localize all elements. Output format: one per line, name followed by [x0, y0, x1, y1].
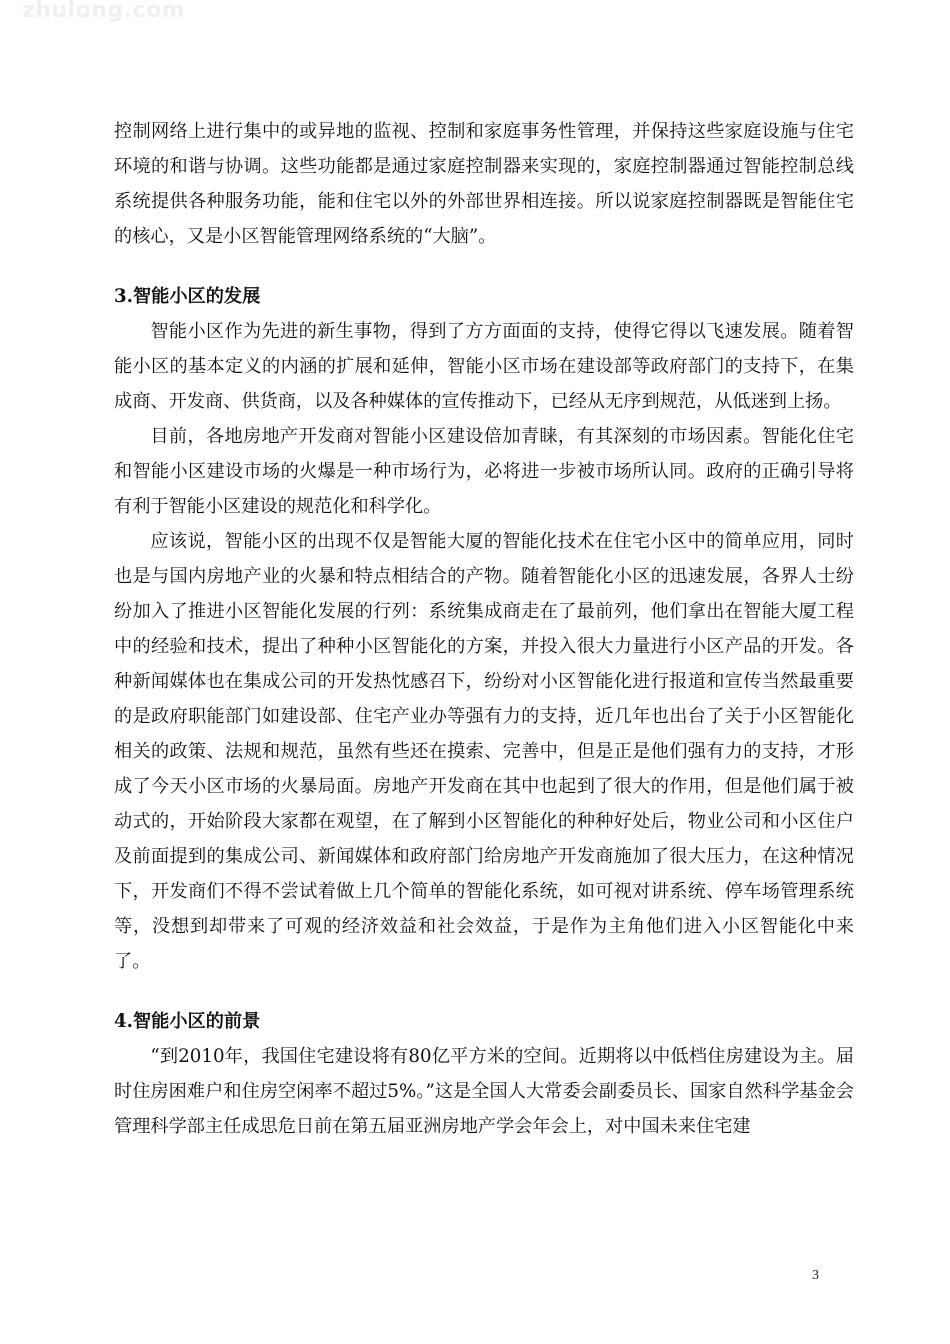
section-4-title: 4.智能小区的前景 — [114, 1011, 261, 1032]
section-3-paragraph-1: 智能小区作为先进的新生事物，得到了方方面面的支持，使得它得以飞速发展。随着智能小区的基本定义的内涵的扩展和延伸，智能小区市场在建设部等政府部门的支持下，在集成商、开发商、供货商，以及各种媒体的宣传推动下，已经从无序到规范，从低迷到上扬。 — [114, 321, 854, 412]
section-4-paragraph-1: “到2010年，我国住宅建设将有80亿平方米的空间。近期将以中低档住房建设为主。届时住房困难户和住房空闲率不超过5%。”这是全国人大常委会副委员长、国家自然科学基金会管理科学部主任成思危日前在第五届亚洲房地产学会年会上，对中国未来住宅建 — [114, 1046, 854, 1137]
section-gap — [114, 979, 854, 1004]
section-3-title: 3.智能小区的发展 — [114, 286, 261, 307]
section-3-paragraph-3: 应该说，智能小区的出现不仅是智能大厦的智能化技术在住宅小区中的简单应用，同时也是与国内房地产业的火暴和特点相结合的产物。随着智能化小区的迅速发展，各界人士纷纷加入了推进小区智能化发展的行列：系统集成商走在了最前列，他们拿出在智能大厦工程中的经验和技术，提出了种种小区智能化的方案，并投入很大力量进行小区产品的开发。各种新闻媒体也在集成公司的开发热忱感召下，纷纷对小区智能化进行报道和宣传当然最重要的是政府职能部门如建设部、住宅产业办等强有力的支持，近几年也出台了关于小区智能化相关的政策、法规和规范，虽然有些还在摸索、完善中，但是正是他们强有力的支持，才形成了今天小区市场的火暴局面。房地产开发商在其中也起到了很大的作用，但是他们属于被动式的，开始阶段大家都在观望，在了解到小区智能化的种种好处后，物业公司和小区住户及前面提到的集成公司、新闻媒体和政府部门给房地产开发商施加了很大压力，在这种情况下，开发商们不得不尝试着做上几个简单的智能化系统，如可视对讲系统、停车场管理系统等，没想到却带来了可观的经济效益和社会效益，于是作为主角他们进入小区智能化中来了。 — [114, 531, 854, 972]
page-number: 3 — [812, 1268, 819, 1283]
watermark-logo: zhulong.com — [22, 0, 186, 23]
section-gap — [114, 254, 854, 279]
section-3-paragraph-2: 目前，各地房地产开发商对智能小区建设倍加青睐，有其深刻的市场因素。智能化住宅和智能小区建设市场的火爆是一种市场行为，必将进一步被市场所认同。政府的正确引导将有利于智能小区建设的规范化和科学化。 — [114, 426, 854, 517]
paragraph-home-controller: 控制网络上进行集中的或异地的监视、控制和家庭事务性管理，并保持这些家庭设施与住宅环境的和谐与协调。这些功能都是通过家庭控制器来实现的，家庭控制器通过智能控制总线系统提供各种服务功能，能和住宅以外的外部世界相连接。所以说家庭控制器既是智能住宅的核心，又是小区智能管理网络系统的“大脑”。 — [114, 121, 854, 247]
document-page — [114, 114, 854, 1144]
